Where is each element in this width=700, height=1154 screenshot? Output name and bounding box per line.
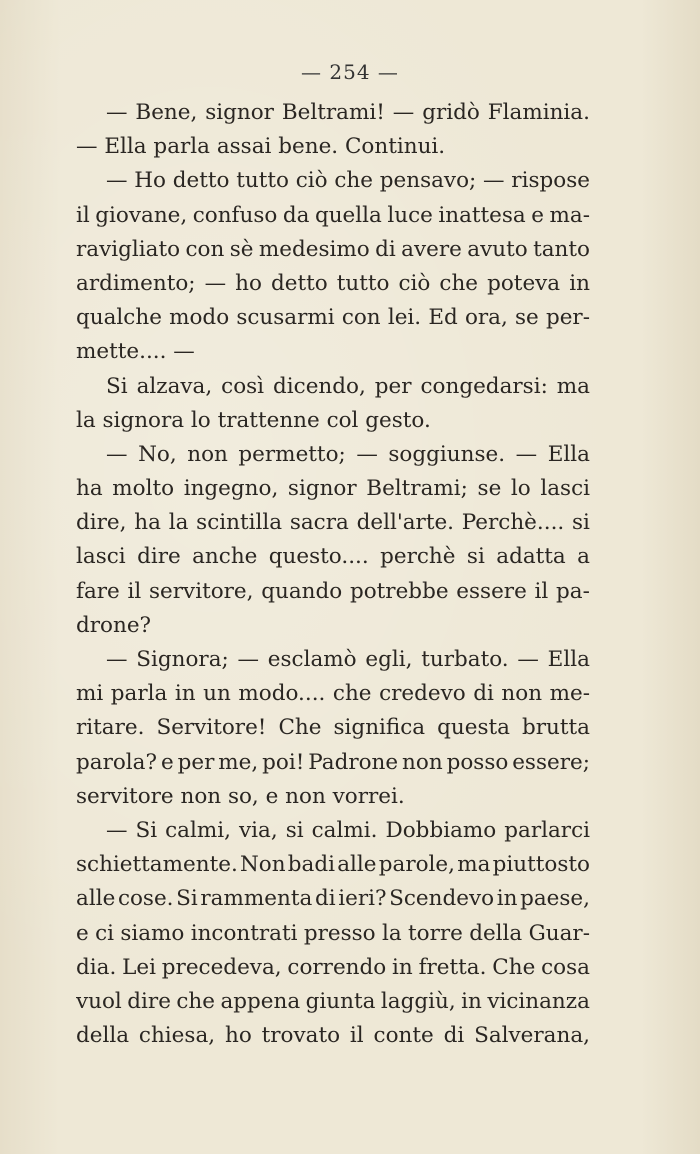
text-line: ardimento; — ho detto tutto ciò che poteva in: [76, 270, 590, 296]
text-line: mi parla in un modo.... che credevo di non me-: [76, 681, 590, 707]
page-number: — 254 —: [301, 60, 399, 84]
text-line: fare il servitore, quando potrebbe essere il pa-: [76, 578, 590, 604]
text-line: — No, non permetto; — soggiunse. — Ella: [106, 441, 590, 467]
text-line: servitore non so, e non vorrei.: [76, 783, 405, 809]
text-line: alle cose. Si rammenta di ieri? Scendevo in paese,: [76, 886, 590, 912]
text-line: vuol dire che appena giunta laggiù, in vicinanza: [76, 988, 590, 1014]
text-line: schiettamente. Non badi alle parole, ma piuttosto: [76, 852, 590, 878]
text-line: parola? e per me, poi! Padrone non posso essere;: [76, 749, 590, 775]
text-line: — Ella parla assai bene. Continui.: [76, 134, 446, 160]
text-line: dire, ha la scintilla sacra dell'arte. Perchè.... si: [76, 510, 590, 536]
text-line: della chiesa, ho trovato il conte di Salverana,: [76, 1023, 590, 1049]
text-line: — Ho detto tutto ciò che pensavo; — rispose: [106, 168, 590, 194]
text-line: mette.... —: [76, 339, 195, 365]
text-line: e ci siamo incontrati presso la torre della Guar-: [76, 920, 590, 946]
text-line: ritare. Servitore! Che significa questa brutta: [76, 715, 590, 741]
text-line: — Si calmi, via, si calmi. Dobbiamo parlarci: [106, 817, 590, 843]
text-line: dia. Lei precedeva, correndo in fretta. Che cosa: [76, 954, 590, 980]
text-line: qualche modo scusarmi con lei. Ed ora, se per-: [76, 305, 590, 331]
body-text: [76, 96, 590, 1053]
text-line: drone?: [76, 612, 152, 638]
text-line: lasci dire anche questo.... perchè si adatta a: [76, 544, 590, 570]
text-line: ha molto ingegno, signor Beltrami; se lo lasci: [76, 476, 590, 502]
text-line: Si alzava, così dicendo, per congedarsi: ma: [106, 373, 590, 399]
text-line: — Signora; — esclamò egli, turbato. — Ella: [106, 647, 590, 672]
text-line: il giovane, confuso da quella luce inattesa e ma-: [76, 202, 590, 228]
text-line: ravigliato con sè medesimo di avere avuto tanto: [76, 236, 590, 262]
text-line: la signora lo trattenne col gesto.: [76, 407, 431, 433]
text-line: — Bene, signor Beltrami! — gridò Flaminia.: [106, 100, 590, 125]
